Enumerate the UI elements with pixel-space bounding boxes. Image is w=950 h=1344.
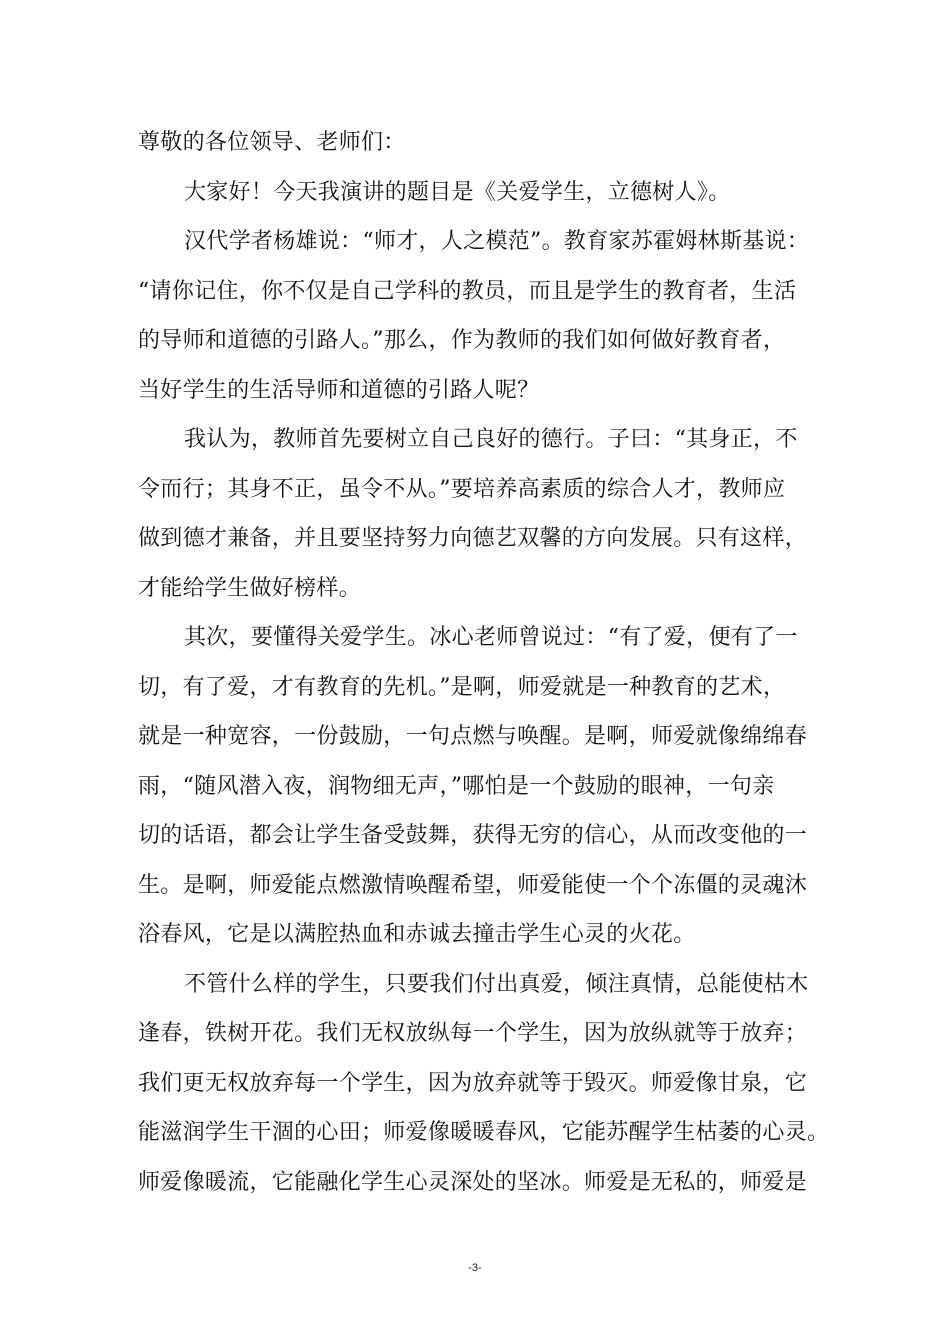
text-line: 当好学生的生活导师和道德的引路人呢？ (138, 377, 540, 403)
speech-body (138, 118, 838, 1207)
text-line: 雨，“随风潜入夜，润物细无声，”哪怕是一个鼓励的眼神，一句亲 (138, 773, 775, 799)
text-line: 令而行；其身不正，虽令不从。”要培养高素质的综合人才，教师应 (138, 476, 786, 502)
text-line: 浴春风，它是以满腔热血和赤诚去撞击学生心灵的火花。 (138, 922, 696, 947)
text-line: 的导师和道德的引路人。”那么，作为教师的我们如何做好教育者， (138, 328, 786, 353)
text-line: 我认为，教师首先要树立自己良好的德行。子曰：“其身正，不 (184, 427, 798, 452)
text-line: 师爱像暖流，它能融化学生心灵深处的坚冰。师爱是无私的，师爱是 (138, 1169, 808, 1195)
text-line: 生。是啊，师爱能点燃激情唤醒希望，师爱能使一个个冻僵的灵魂沐 (138, 872, 808, 898)
text-line: 能滋润学生干涸的心田；师爱像暖暖春风，它能苏醒学生枯萎的心灵。 (138, 1120, 830, 1145)
text-line: 不管什么样的学生，只要我们付出真爱，倾注真情，总能使枯木 (184, 971, 809, 997)
text-line: 才能给学生做好榜样。 (138, 575, 362, 601)
text-line: 就是一种宽容，一份鼓励，一句点燃与唤醒。是啊，师爱就像绵绵春 (138, 724, 808, 749)
greeting-line: 大家好！今天我演讲的题目是《关爱学生，立德树人》。 (184, 179, 731, 205)
text-line: 汉代学者杨雄说：“师才，人之模范”。教育家苏霍姆林斯基说： (184, 229, 810, 254)
text-line: “请你记住，你不仅是自己学科的教员，而且是学生的教育者，生活 (138, 278, 797, 304)
text-line: 逢春，铁树开花。我们无权放纵每一个学生，因为放纵就等于放弃； (138, 1021, 808, 1046)
text-line: 做到德才兼备，并且要坚持努力向德艺双馨的方向发展。只有这样， (138, 526, 808, 551)
text-line: 切的话语，都会让学生备受鼓舞，获得无穷的信心，从而改变他的一 (138, 823, 808, 848)
text-line: 其次，要懂得关爱学生。冰心老师曾说过：“有了爱，便有了一 (184, 625, 798, 650)
text-line: 我们更无权放弃每一个学生，因为放弃就等于毁灭。师爱像甘泉，它 (138, 1070, 808, 1096)
page-number: -3- (468, 1262, 482, 1274)
text-line: 切，有了爱，才有教育的先机。”是啊，师爱就是一种教育的艺术， (138, 674, 786, 700)
salutation-line: 尊敬的各位领导、老师们： (138, 130, 406, 155)
